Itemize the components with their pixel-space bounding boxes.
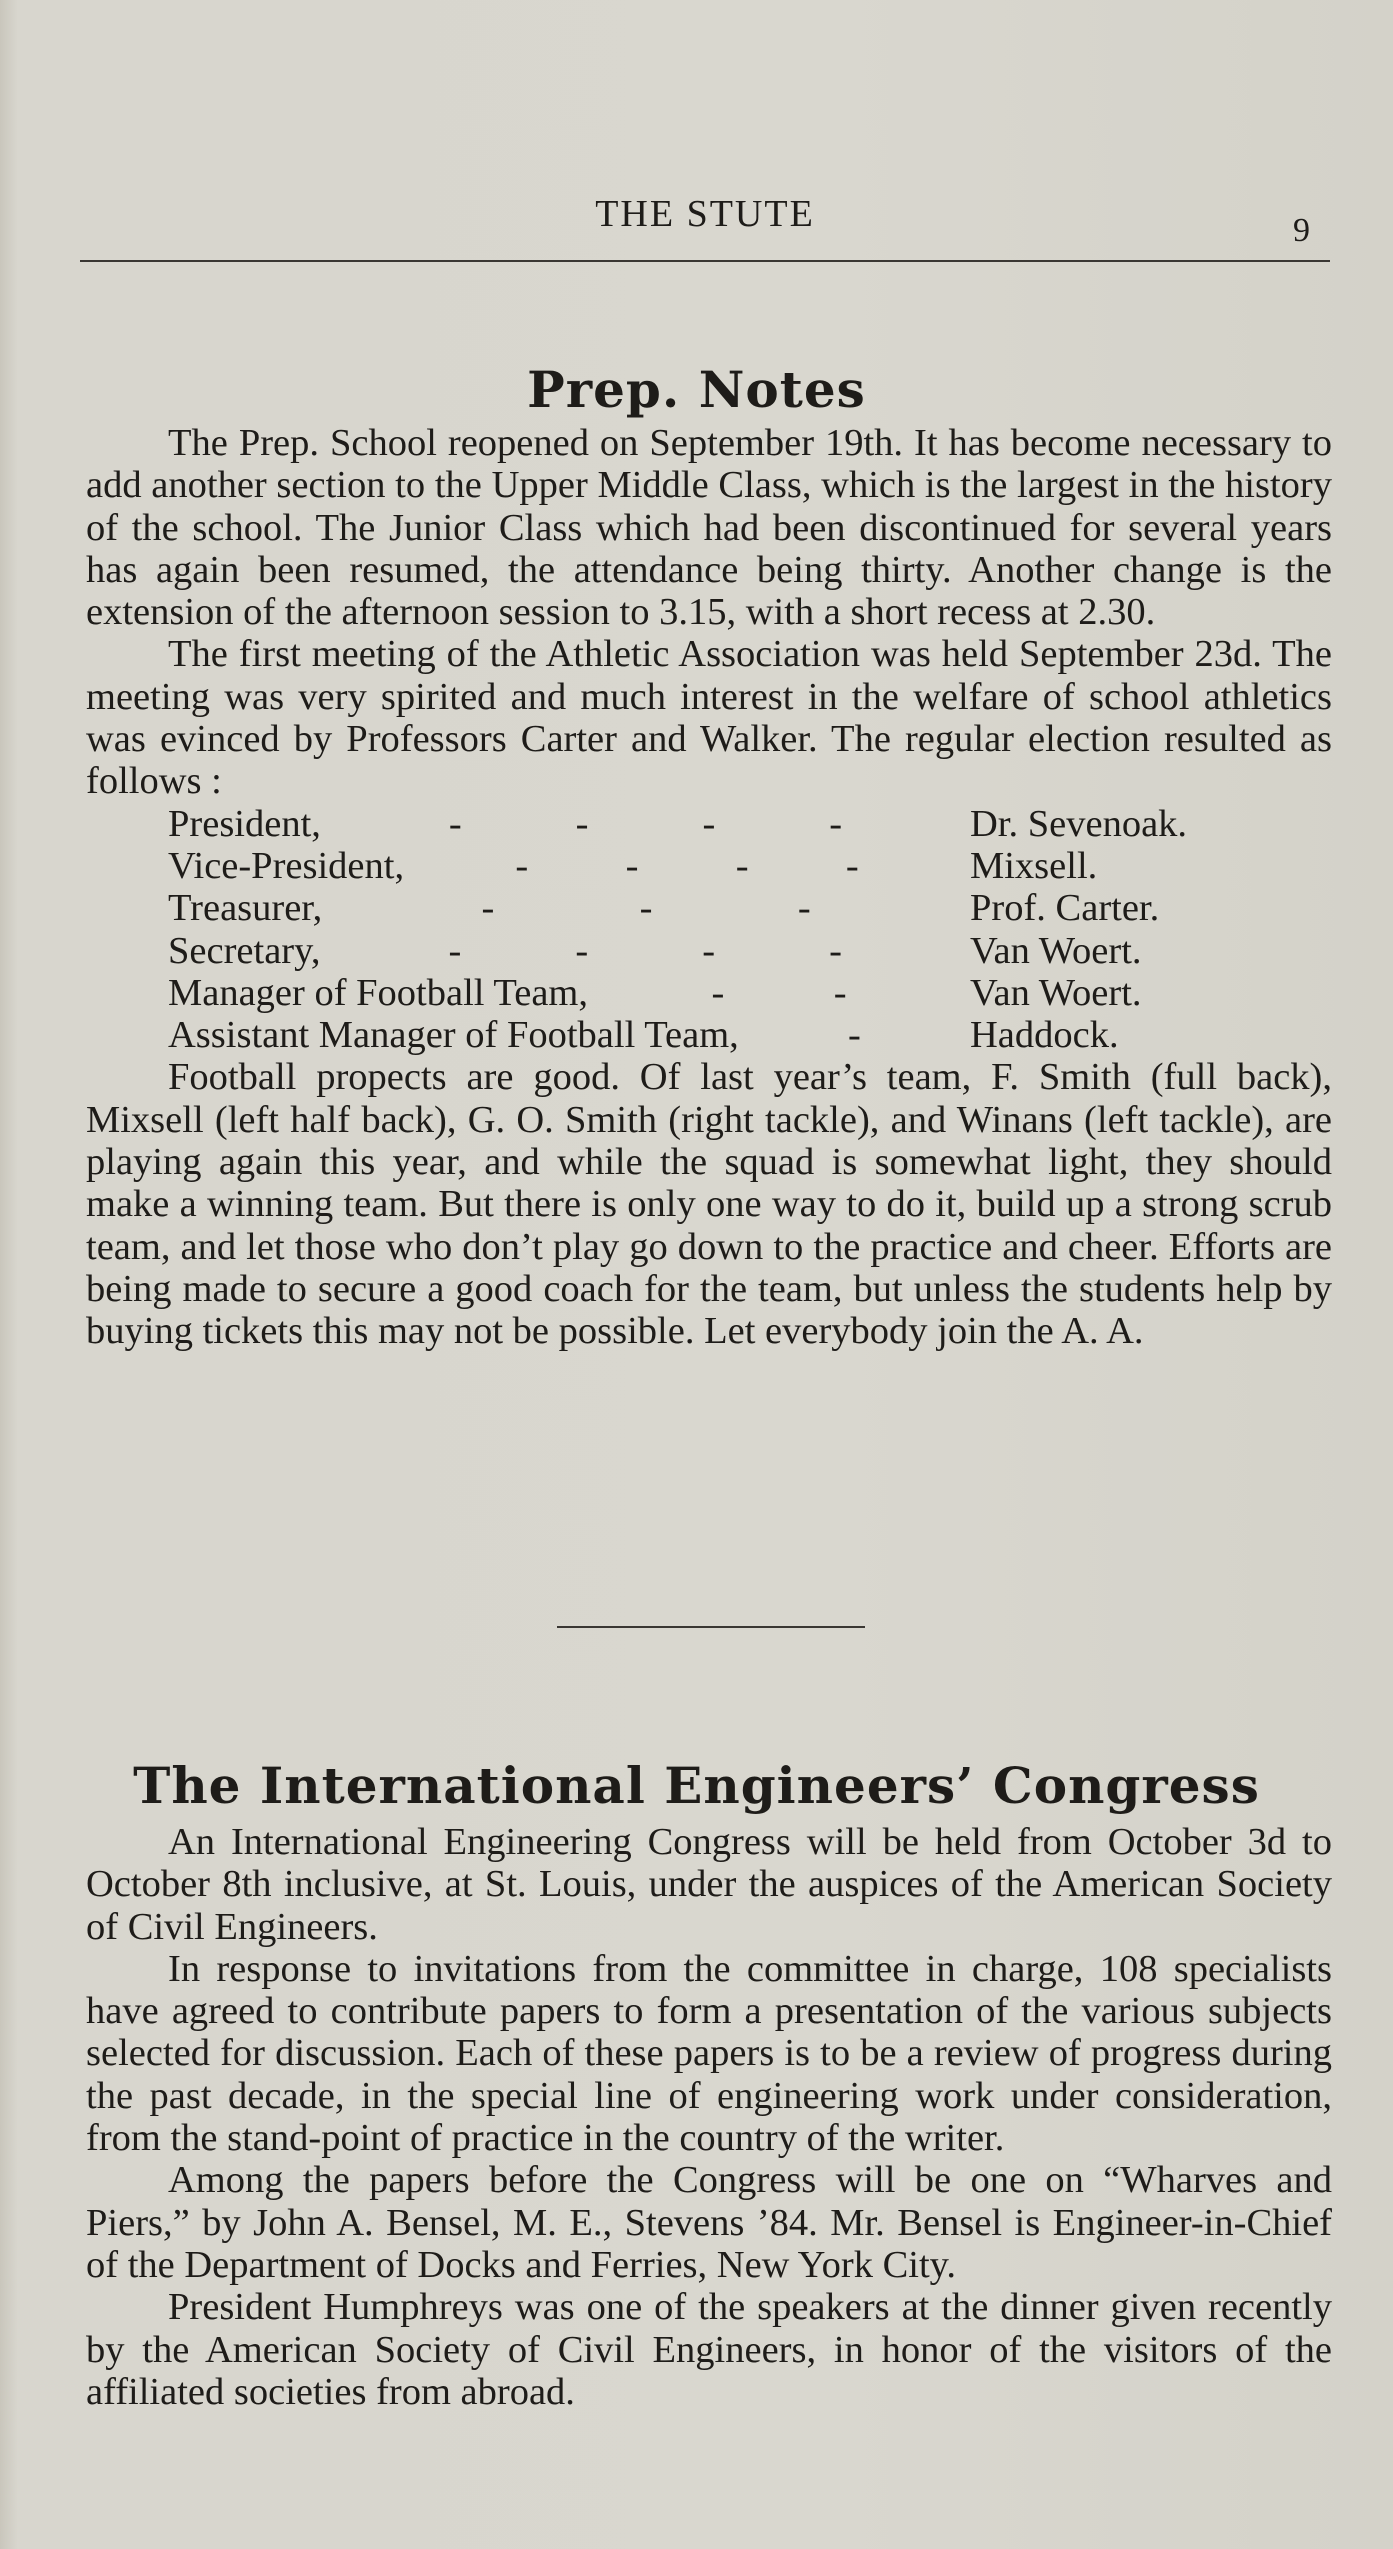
paragraph: President Humphreys was one of the speakers at the dinner given recently by the American Society of Civil Engineers, in honor of the visitors of the affiliated societies from abroad. [86,2286,1332,2413]
officer-row [168,845,1228,887]
leader-dashes: - - - - [515,844,859,887]
leader-dashes: - - - - [448,929,842,972]
officer-name: Van Woert. [970,929,1142,972]
paragraph: An International Engineering Congress will be held from October 3d to October 8th inclusive, at St. Louis, under the auspices of the American Society of Civil Engineers. [86,1821,1332,1948]
officer-role: Secretary, [168,929,321,972]
paragraph: The Prep. School reopened on September 19th. It has become necessary to add another section to the Upper Middle Class, which is the largest in the history of the school. The Junior Class which had been discontinued for several years has again been resumed, the attendance being thirty. Another change is the extension of the afternoon session to 3.15, with a short recess at 2.30. [86,422,1332,634]
leader-dashes: - - [711,971,847,1014]
section-engineers-congress [86,1821,1332,2413]
officer-name: Dr. Sevenoak. [970,802,1188,845]
officer-row [168,972,1228,1014]
section-divider [557,1626,865,1628]
leader-dashes: - [847,1014,861,1057]
paragraph: In response to invitations from the committee in charge, 108 specialists have agreed to contribute papers to form a presentation of the various subjects selected for discussion. Each of these papers is to be a review of progress during the past decade, in the special line of engineering work under consideration, from the stand-point of practice in the country of the writer. [86,1947,1332,2160]
page-header [80,190,1330,262]
paragraph: Among the papers before the Congress will be one on “Wharves and Piers,” by John A. Bensel, M. E., Stevens ’84. Mr. Bensel is Engineer-in-Chief of the Department of Docks and Ferries, New York City. [86,2159,1332,2286]
paragraph: The first meeting of the Athletic Association was held September 23d. The meeting was very spirited and much interest in the welfare of school athletics was evinced by Professors Carter and Walker. The regular election resulted as follows : [86,633,1332,803]
officer-role: Vice-President, [168,844,405,887]
leader-dashes: - - - - [448,802,843,845]
officer-role: Treasurer, [168,887,323,930]
officer-row [168,1014,1228,1056]
officer-row [168,930,1228,972]
officer-name: Van Woert. [970,971,1142,1014]
officer-role: President, [168,802,321,845]
section-prep-notes [86,422,1332,1353]
page-number: 9 [1293,212,1310,249]
section-title-prep-notes: Prep. Notes [527,359,866,419]
officer-role: Manager of Football Team, [168,971,588,1014]
leader-dashes: - - - [481,887,811,930]
officer-name: Prof. Carter. [970,887,1160,930]
officer-row [168,887,1228,929]
section-title-engineers-congress: The International Engineers’ Congress [133,1755,1260,1815]
officer-list [168,803,1228,1057]
running-title: THE STUTE [595,193,815,235]
officer-name: Haddock. [970,1014,1119,1057]
paragraph: Football propects are good. Of last year’s team, F. Smith (full back), Mixsell (left half back), G. O. Smith (right tackle), and Winans (left tackle), are playing again this year, and while the squad is somewhat light, they should make a winning team. But there is only one way to do it, build up a strong scrub team, and let those who don’t play go down to the practice and cheer. Efforts are being made to secure a good coach for the team, but unless the students help by buying tickets this may not be possible. Let everybody join the A. A. [86,1056,1332,1353]
officer-role: Assistant Manager of Football Team, [168,1014,739,1057]
officer-row [168,803,1228,845]
officer-name: Mixsell. [970,844,1098,887]
